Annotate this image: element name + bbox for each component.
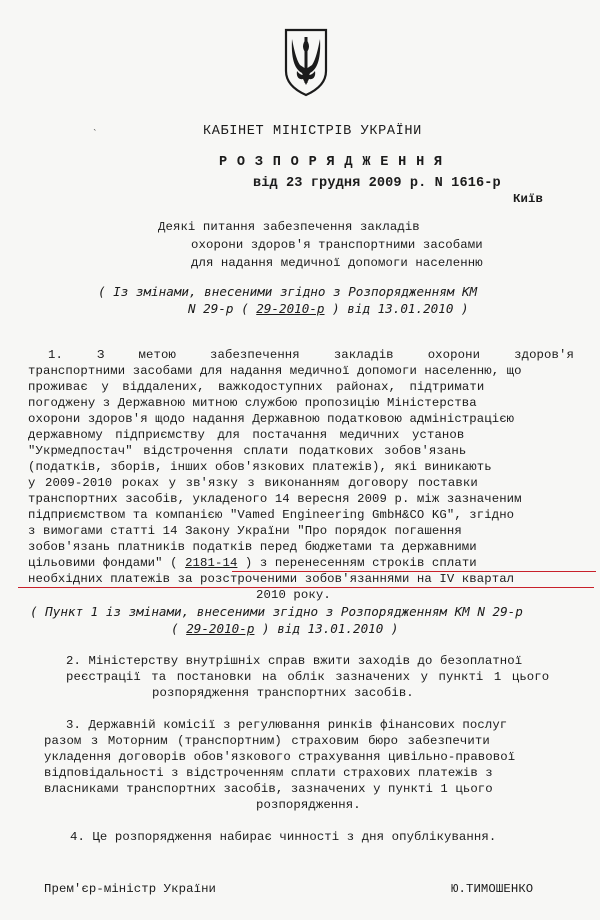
p3-line: 3. Державній комісії з регулювання ринків фінансових послуг [66, 718, 508, 732]
p1-line-0 [48, 348, 574, 364]
p3-line: відповідальності з відстроченням сплати страхових платежів з [44, 766, 493, 780]
p1-text: цільовими фондами" ( [28, 556, 178, 570]
p1-line: проживає у віддалених, важкодоступних районах, підтримати [28, 380, 485, 394]
trident-emblem-icon [283, 27, 329, 97]
date-number: від 23 грудня 2009 р. N 1616-р [253, 176, 501, 191]
amendment-note-text: ) від 13.01.2010 ) [332, 301, 469, 316]
p3-line: власниками транспортних засобів, зазначених у пункті 1 цього [44, 782, 493, 796]
p1-line: "Укрмедпостач" відстрочення сплати податкових зобов'язань [28, 444, 467, 458]
scan-speck: ` [92, 129, 98, 139]
document-type: Р О З П О Р Я Д Ж Е Н Н Я [219, 155, 443, 170]
amendment-note-text: N 29-р ( [188, 301, 249, 316]
p1-word: охорони [427, 348, 481, 362]
p3-line: укладення договорів обов'язкового страхування цивільно-правової [44, 750, 516, 764]
p1-line: транспортними засобами для надання медичної допомоги населенню, що [28, 364, 522, 378]
p1-word: забезпечення [210, 348, 300, 362]
p1-line: державному підприємству для постачання медичних установ [28, 428, 465, 442]
p1-line: транспортних засобів, укладеного 14 вересня 2009 р. між зазначеним [28, 492, 522, 506]
p3-line: разом з Моторним (транспортним) страховим бюро забезпечити [44, 734, 490, 748]
law-ref-link[interactable]: 2181-14 [185, 556, 238, 570]
title-line: охорони здоров'я транспортними засобами [191, 238, 483, 252]
p2-line: 2. Міністерству внутрішніх справ вжити заходів до безоплатної [66, 654, 523, 668]
amendment-note-line [188, 301, 469, 316]
amendment-note-text: ) від 13.01.2010 ) [262, 621, 399, 636]
amendment-note-line [171, 621, 399, 636]
p1-word: здоров'я [514, 348, 574, 362]
p1-line: охорони здоров'я щодо надання Державною податковою адміністрацією [28, 412, 515, 426]
red-underline [232, 571, 596, 572]
p1-text: з перенесенням строків сплати [259, 556, 477, 570]
amendment-note-text: ( [171, 621, 179, 636]
title-line: для надання медичної допомоги населенню [191, 256, 483, 270]
p1-word: 1. [48, 348, 63, 362]
org-name: КАБІНЕТ МІНІСТРІВ УКРАЇНИ [203, 124, 422, 139]
p1-word: закладів [333, 348, 394, 362]
p1-line: погоджену з Державною митною службою пропозицію Міністерства [28, 396, 477, 410]
p1-word: З [97, 348, 105, 362]
p1-line: у 2009-2010 роках у зв'язку з виконанням договору поставки [28, 476, 478, 490]
signatory-position: Прем'єр-міністр України [44, 882, 217, 896]
p2-line: розпорядження транспортних засобів. [152, 686, 414, 700]
p1-line: 2010 року. [256, 588, 331, 602]
p1-line: підприємством та компанією "Vamed Engineering GmbH&CO KG", згідно [28, 508, 515, 522]
amendment-note-line: ( Із змінами, внесеними згідно з Розпорядженням КМ [98, 284, 478, 299]
p3-line: розпорядження. [256, 798, 361, 812]
signatory-name: Ю.ТИМОШЕНКО [451, 882, 534, 896]
p1-line: необхідних платежів за розстроченими зобов'язаннями на IV квартал [28, 572, 515, 586]
p2-line: реєстрації та постановки на облік зазначених у пункті 1 цього [66, 670, 550, 684]
p1-line: (податків, зборів, інших обов'язкових платежів), які виникають [28, 460, 492, 474]
p1-line: зобов'язань платників податків перед бюджетами та державними [28, 540, 477, 554]
p1-line: цільовими фондами" ( 2181-14 ) з перенесенням строків сплати [28, 556, 477, 570]
amendment-ref-link[interactable]: 29-2010-р [256, 301, 325, 316]
p1-line: з вимогами статті 14 Закону України "Про порядок погашення [28, 524, 462, 538]
p1-word: метою [138, 348, 176, 362]
city: Київ [513, 192, 543, 206]
amendment-note-line: ( Пункт 1 із змінами, внесеними згідно з Розпорядженням КМ N 29-р [30, 604, 523, 619]
title-line: Деякі питання забезпечення закладів [158, 220, 420, 234]
amendment-ref-link[interactable]: 29-2010-р [186, 621, 255, 636]
paragraph-4: 4. Це розпорядження набирає чинності з дня опублікування. [70, 830, 497, 844]
red-underline [18, 587, 594, 588]
